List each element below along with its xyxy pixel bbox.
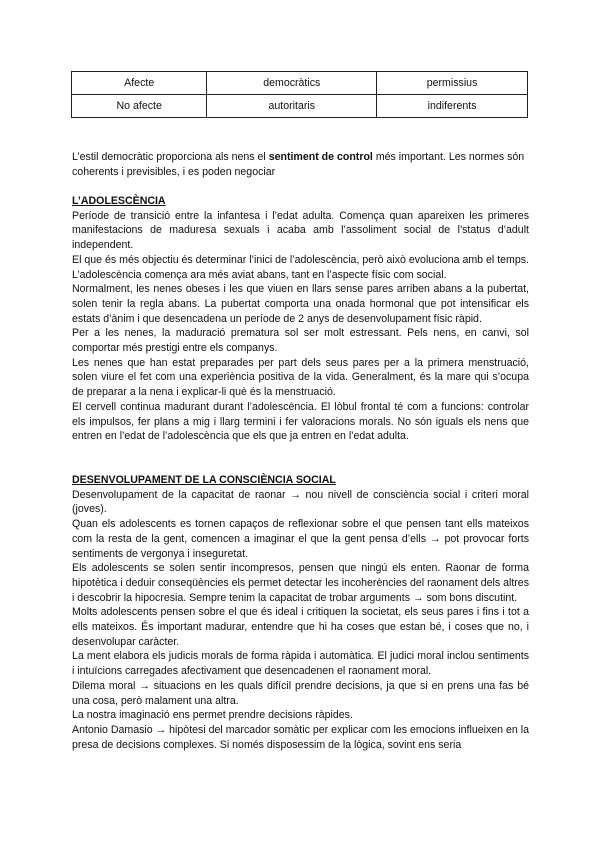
intro-text-end: més important. Les normes són coherents i previsibles, i es poden negociar — [72, 151, 525, 178]
table-row — [72, 95, 528, 118]
paragraph: Els adolescents se solen sentir incompresos, pensen que ningú els enten. Raonar de forma hipotètica i deduir conseqüències els permet detectar les incoherències del raonament dels altres i descobrir la hipocresia. Sempre tenim la capacitat de trobar arguments → som bons discutint. — [72, 562, 529, 604]
paragraph: Desenvolupament de la capacitat de raonar → nou nivell de consciència social i criteri moral (joves). — [72, 488, 529, 516]
parenting-styles-table — [71, 71, 528, 118]
table-cell: Afecte — [72, 72, 207, 95]
table-row — [72, 72, 528, 95]
section-heading: L’ADOLESCÈNCIA — [72, 195, 166, 207]
intro-text-start: L’estil democràtic proporciona als nens el — [72, 151, 269, 163]
table-cell: democràtics — [207, 72, 377, 95]
social-conscience-section — [72, 473, 529, 752]
intro-bold-text: sentiment de control — [268, 151, 373, 163]
paragraph: El cervell continua madurant durant l’adolescència. El lòbul frontal té com a funcions: controlar els impulsos, fer plans a mig i llarg termini i fer valoracions morals. No són iguals els nens que entren en l’edat de l’adolescència que els que ja entren en l’edat adulta. — [72, 400, 529, 443]
section-heading: DESENVOLUPAMENT DE LA CONSCIÈNCIA SOCIAL — [72, 474, 336, 486]
table-cell: autoritaris — [207, 95, 377, 118]
paragraph: Període de transició entre la infantesa i l’edat adulta. Comença quan apareixen les primeres manifestacions de maduresa sexuals i acaba amb l’assoliment social de l’status d’adult independent. — [72, 209, 529, 252]
paragraph: La ment elabora els judicis morals de forma ràpida i automàtica. El judici moral inclou sentiments i intuïcions carregades afectivament que desencadenen el raonament moral. — [72, 650, 529, 678]
adolescence-section — [72, 194, 529, 444]
paragraph: Antonio Damasio → hipòtesi del marcador somàtic per explicar com les emocions influeixen en la presa de decisions complexes. Si només disposessim de la lògica, sovint ens seria — [72, 723, 529, 751]
paragraph: Molts adolescents pensen sobre el que és ideal i critiquen la societat, els seus pares i fins i tot a ells mateixos. És important madurar, entendre que hi ha coses que estan bé, i coses que no, i desenvolupar caràcter. — [72, 606, 529, 648]
intro-paragraph — [72, 150, 529, 179]
table-cell: indiferents — [377, 95, 528, 118]
table-cell: permissius — [377, 72, 528, 95]
paragraph: Quan els adolescents es tornen capaços de reflexionar sobre el que pensen tant ells mateixos com la resta de la gent, comencen a imaginar el que la gent pensa d’ells → pot provocar forts sentiments de vergonya i inseguretat. — [72, 518, 529, 560]
paragraph: El que és més objectiu és determinar l’inici de l’adolescència, però això evoluciona amb el temps. L’adolescència comença ara més aviat abans, tant en l’aspecte físic com social. — [72, 253, 529, 281]
paragraph: La nostra imaginació ens permet prendre decisions ràpides. — [72, 709, 353, 722]
table-cell: No afecte — [72, 95, 207, 118]
paragraph: Per a les nenes, la maduració prematura sol ser molt estressant. Pels nens, en canvi, sol comportar més prestigi entre els companys. — [72, 327, 529, 355]
paragraph: Dilema moral → situacions en les quals difícil prendre decisions, ja que si en prens una fas bé una cosa, però malament una altra. — [72, 679, 529, 707]
paragraph: Les nenes que han estat preparades per part dels seus pares per a la primera menstruació, solen viure el fet com una experiència positiva de la vida. Generalment, és la mare qui s’ocupa de preparar a la nena i explicar-li què és la menstruació. — [72, 356, 529, 399]
paragraph: Normalment, les nenes obeses i les que viuen en llars sense pares arriben abans a la pubertat, solen tenir la regla abans. La pubertat comporta una onada hormonal que pot intensificar els estats d’ànim i que desencadena un període de 2 anys de desenvolupament físic ràpid. — [72, 283, 529, 325]
